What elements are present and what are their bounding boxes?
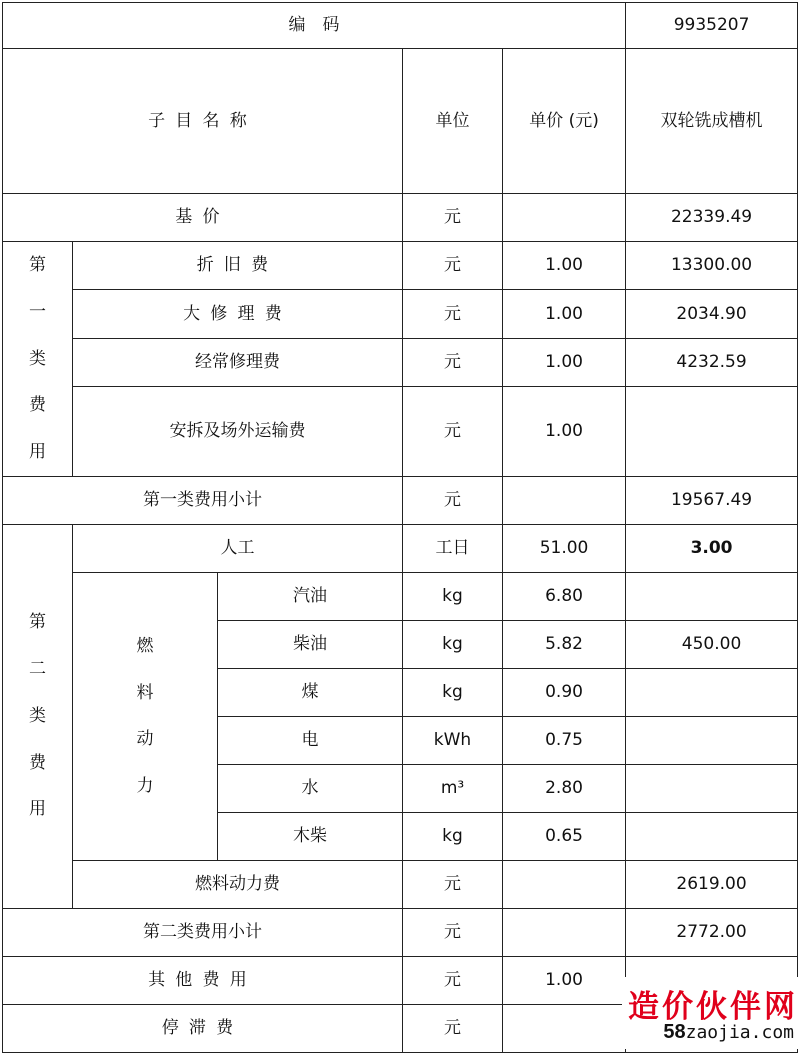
diesel-unit: kg bbox=[403, 620, 503, 668]
machine-name: 双轮铣成槽机 bbox=[626, 49, 798, 194]
category2-side-label: 第 二 类 费 用 bbox=[3, 524, 73, 908]
table-row bbox=[3, 242, 798, 290]
table-row bbox=[3, 860, 798, 908]
firewood-price: 0.65 bbox=[503, 812, 626, 860]
routine-repair-label: 经常修理费 bbox=[73, 338, 403, 386]
watermark bbox=[622, 977, 800, 1049]
depreciation-price: 1.00 bbox=[503, 242, 626, 290]
overhaul-unit: 元 bbox=[403, 290, 503, 338]
diesel-value: 450.00 bbox=[626, 620, 798, 668]
subtotal1-price bbox=[503, 476, 626, 524]
gasoline-price: 6.80 bbox=[503, 572, 626, 620]
base-price-value: 22339.49 bbox=[626, 194, 798, 242]
subtotal2-label: 第二类费用小计 bbox=[3, 908, 403, 956]
labor-price: 51.00 bbox=[503, 524, 626, 572]
transport-unit: 元 bbox=[403, 387, 503, 477]
coal-label: 煤 bbox=[218, 668, 403, 716]
subtotal2-value: 2772.00 bbox=[626, 908, 798, 956]
water-unit: m³ bbox=[403, 764, 503, 812]
diesel-price: 5.82 bbox=[503, 620, 626, 668]
labor-unit: 工日 bbox=[403, 524, 503, 572]
labor-label: 人工 bbox=[73, 524, 403, 572]
electricity-label: 电 bbox=[218, 716, 403, 764]
transport-value bbox=[626, 387, 798, 477]
transport-label: 安拆及场外运输费 bbox=[73, 387, 403, 477]
electricity-price: 0.75 bbox=[503, 716, 626, 764]
overhaul-label: 大修理费 bbox=[73, 290, 403, 338]
item-name-header: 子目名称 bbox=[3, 49, 403, 194]
coal-value bbox=[626, 668, 798, 716]
other-cost-label: 其他费用 bbox=[3, 956, 403, 1004]
watermark-domain-text: zaojia.com bbox=[685, 1022, 794, 1043]
table-row bbox=[3, 290, 798, 338]
depreciation-value: 13300.00 bbox=[626, 242, 798, 290]
downtime-cost-unit: 元 bbox=[403, 1004, 503, 1052]
subtotal2-price bbox=[503, 908, 626, 956]
downtime-cost-label: 停滞费 bbox=[3, 1004, 403, 1052]
fuel-cost-price bbox=[503, 860, 626, 908]
watermark-number: 58 bbox=[663, 1021, 686, 1043]
overhaul-price: 1.00 bbox=[503, 290, 626, 338]
fuel-group-label: 燃 料 动 力 bbox=[73, 572, 218, 860]
firewood-unit: kg bbox=[403, 812, 503, 860]
base-price-price bbox=[503, 194, 626, 242]
water-value bbox=[626, 764, 798, 812]
fuel-cost-unit: 元 bbox=[403, 860, 503, 908]
unit-header: 单位 bbox=[403, 49, 503, 194]
code-value: 9935207 bbox=[626, 3, 798, 49]
depreciation-unit: 元 bbox=[403, 242, 503, 290]
overhaul-value: 2034.90 bbox=[626, 290, 798, 338]
fuel-cost-value: 2619.00 bbox=[626, 860, 798, 908]
fuel-cost-label: 燃料动力费 bbox=[73, 860, 403, 908]
machine-cost-table bbox=[2, 2, 798, 1053]
labor-value: 3.00 bbox=[626, 524, 798, 572]
other-cost-price: 1.00 bbox=[503, 956, 626, 1004]
coal-unit: kg bbox=[403, 668, 503, 716]
firewood-label: 木柴 bbox=[218, 812, 403, 860]
subtotal1-unit: 元 bbox=[403, 476, 503, 524]
routine-repair-unit: 元 bbox=[403, 338, 503, 386]
other-cost-unit: 元 bbox=[403, 956, 503, 1004]
table-row bbox=[3, 338, 798, 386]
gasoline-unit: kg bbox=[403, 572, 503, 620]
firewood-value bbox=[626, 812, 798, 860]
transport-price: 1.00 bbox=[503, 387, 626, 477]
gasoline-value bbox=[626, 572, 798, 620]
code-label: 编 码 bbox=[3, 3, 626, 49]
price-header: 单价 (元) bbox=[503, 49, 626, 194]
water-label: 水 bbox=[218, 764, 403, 812]
routine-repair-value: 4232.59 bbox=[626, 338, 798, 386]
base-price-label: 基价 bbox=[3, 194, 403, 242]
category1-side-label: 第 一 类 费 用 bbox=[3, 242, 73, 477]
electricity-unit: kWh bbox=[403, 716, 503, 764]
subtotal1-value: 19567.49 bbox=[626, 476, 798, 524]
coal-price: 0.90 bbox=[503, 668, 626, 716]
electricity-value bbox=[626, 716, 798, 764]
base-price-unit: 元 bbox=[403, 194, 503, 242]
depreciation-label: 折旧费 bbox=[73, 242, 403, 290]
watermark-domain bbox=[663, 1021, 794, 1044]
table-row bbox=[3, 387, 798, 477]
routine-repair-price: 1.00 bbox=[503, 338, 626, 386]
table-row bbox=[3, 194, 798, 242]
subtotal2-unit: 元 bbox=[403, 908, 503, 956]
table-row bbox=[3, 476, 798, 524]
diesel-label: 柴油 bbox=[218, 620, 403, 668]
table-row bbox=[3, 908, 798, 956]
subtotal1-label: 第一类费用小计 bbox=[3, 476, 403, 524]
downtime-cost-price bbox=[503, 1004, 626, 1052]
watermark-chinese: 造价伙伴网 bbox=[628, 989, 798, 1025]
water-price: 2.80 bbox=[503, 764, 626, 812]
table-row bbox=[3, 572, 798, 620]
table-row bbox=[3, 524, 798, 572]
gasoline-label: 汽油 bbox=[218, 572, 403, 620]
